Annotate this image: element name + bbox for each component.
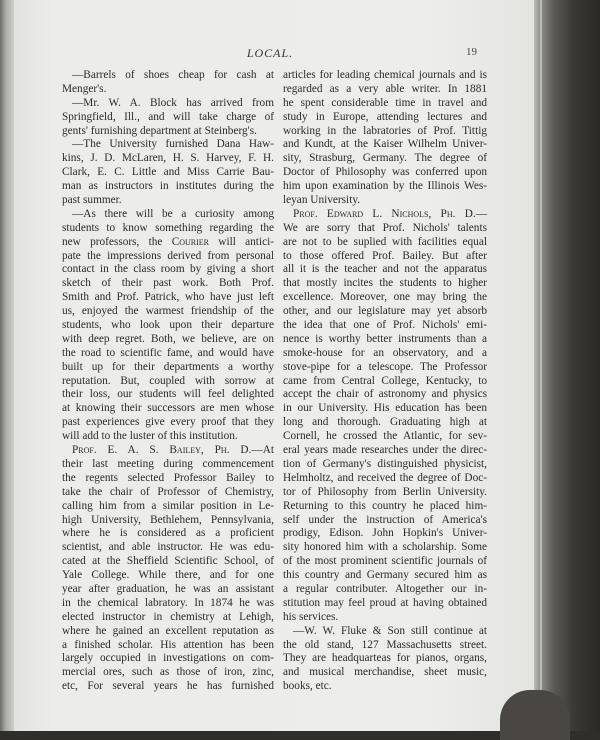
- text-line: —Mr. W. A. Block has arrived from: [72, 96, 274, 109]
- text-line: tion of Germany's distinguished physicist,: [283, 457, 487, 470]
- text-line: a regular contributer. Altogether our in-: [283, 582, 487, 595]
- text-line: sity honored him with a scholarship. Some: [283, 541, 487, 554]
- text-line: Yale College. While there, and for one: [62, 569, 274, 582]
- text-line: and musical merchandise, sheet music,: [283, 666, 487, 679]
- text-line: take the chair of Professor of Chemistry,: [62, 485, 274, 498]
- text-line: him upon examination by the Illinois Wes-: [283, 180, 487, 193]
- text-line: Doctor of Philosophy was conferred upon: [283, 166, 487, 179]
- text-line: kins, J. D. McLaren, H. S. Harvey, F. H.: [62, 152, 274, 165]
- text-line: will add to the luster of this institution.: [62, 430, 238, 443]
- text-line: us, enjoyed the warmest friendship of the: [62, 305, 274, 318]
- text-line: cated at the Sheffield Scientific School, of: [62, 555, 274, 568]
- text-line: elected instructor in chemistry at Lehigh,: [62, 610, 274, 623]
- text-line: stitution may feel proud at having obtained: [283, 596, 487, 609]
- text-segment: will antici-: [209, 235, 274, 248]
- text-line: prodigy, Edison. John Hopkin's Univer-: [283, 527, 487, 540]
- text-line: —Barrels of shoes cheap for cash at: [72, 69, 274, 81]
- text-line: accept the chair of astronomy and physics: [283, 388, 487, 401]
- text-line: etc, For several years he has furnished: [62, 680, 274, 693]
- right-column: [283, 69, 487, 694]
- text-line: other, and our legislature may yet absorb: [283, 305, 487, 318]
- text-line: books, etc.: [283, 680, 332, 693]
- text-line: —W. W. Fluke & Son still continue at: [293, 624, 487, 637]
- text-line: to those offered Prof. Bailey. But after: [283, 249, 487, 262]
- text-line: where he gained an excellent reputation as: [62, 624, 274, 637]
- text-line: reputation. But, coupled with sorrow at: [62, 374, 274, 387]
- text-line: students to know something regarding the: [62, 221, 274, 234]
- text-line: stove-pipe for a telescope. The Professor: [283, 360, 487, 373]
- text-line: year after graduation, he was an assistant: [62, 582, 274, 595]
- text-line: contact in the class room by giving a short: [62, 263, 274, 276]
- text-line: tor of Philosophy from Berlin University.: [283, 485, 487, 498]
- text-line: Menger's.: [62, 82, 107, 95]
- text-line: the road to scientific fame, and would have: [62, 346, 274, 359]
- text-line: in the chemical labratory. In 1874 he was: [62, 596, 274, 609]
- text-line: [62, 236, 274, 250]
- text-line: study in Europe, attending lectures and: [283, 110, 487, 123]
- small-caps-heading: Prof. Edward L. Nichols, Ph. D.: [293, 207, 476, 220]
- page-number: 19: [466, 46, 477, 58]
- text-segment: —At: [251, 444, 274, 457]
- text-line: They are headquarteas for pianos, organs,: [283, 652, 487, 665]
- small-caps-heading: Prof. E. A. S. Bailey, Ph. D.: [72, 444, 252, 457]
- text-line: a finished scholar. His attention has been: [62, 638, 274, 651]
- text-line: excellence. Moreover, one may bring the: [283, 291, 487, 304]
- text-line: past summer.: [62, 194, 122, 207]
- paragraph: [62, 97, 274, 139]
- text-line: Springfield, Ill., and will take charge of: [62, 110, 274, 123]
- text-line: articles for leading chemical journals and is: [283, 69, 487, 81]
- text-line: that mostly incites the students to higher: [283, 277, 487, 290]
- book-page-edges: [534, 0, 600, 731]
- small-caps-heading: Courier: [171, 235, 210, 248]
- paragraph: [62, 69, 274, 97]
- text-line: sity, Strasburg, Germany. The degree of: [283, 152, 487, 165]
- text-line: their last meeting during commencement: [62, 457, 274, 470]
- text-line: smoke-house for an observatory, and a: [283, 346, 487, 359]
- text-line: calling him from a similar position in Le-: [62, 499, 274, 512]
- text-line: the old stand, 127 Massachusetts street.: [283, 638, 487, 651]
- text-line: with deep regret. Both, we believe, are on: [62, 332, 274, 345]
- text-line: —As there will be a curiosity among: [72, 207, 274, 220]
- text-line: —The University furnished Dana Haw-: [72, 138, 274, 151]
- text-line: where he is considered as a proficient: [62, 527, 274, 540]
- paragraph: [62, 444, 274, 694]
- text-line: self under the instruction of America's: [283, 513, 487, 526]
- paragraph: [62, 138, 274, 207]
- text-line: largely occupied in investigations on com-: [62, 652, 274, 665]
- text-line: working in the labratories of Prof. Tittig: [283, 124, 487, 137]
- text-line: of the most prominent scientific journals of: [283, 555, 487, 568]
- text-line: built up for their departments a worthy: [62, 360, 274, 373]
- text-line: long and thorough. Graduating high at: [283, 416, 487, 429]
- text-line: [283, 208, 487, 222]
- text-line: came from Central College, Kentucky, to: [283, 374, 487, 387]
- text-line: eral years made researches under the direc-: [283, 444, 487, 457]
- text-line: in our University. His education has been: [283, 402, 487, 415]
- text-line: high University, Bethlehem, Pennsylvania,: [62, 513, 274, 526]
- paragraph: [283, 208, 487, 625]
- text-line: Clark, E. C. Little and Miss Carrie Bau-: [62, 166, 274, 179]
- book-gutter: [0, 0, 14, 731]
- text-line: the idea that one of Prof. Nichols' emi-: [283, 319, 487, 332]
- left-column: [62, 69, 274, 694]
- text-line: their loss, our students will feel delighted: [62, 388, 274, 401]
- text-segment: new professors, the: [62, 235, 172, 248]
- text-line: all it is the teacher and not the apparatus: [283, 263, 487, 276]
- text-line: Cornell, he crossed the Atlantic, for sev-: [283, 430, 487, 443]
- paragraph: [283, 69, 487, 208]
- text-line: this country and Germany secured him as: [283, 569, 487, 582]
- text-line: scientist, and able instructor. He was edu-: [62, 541, 274, 554]
- text-line: sketch of their past work. Both Prof.: [62, 277, 274, 290]
- paragraph: [62, 208, 274, 444]
- text-line: man as instructors in institutes during the: [62, 180, 274, 193]
- thumb: [500, 690, 570, 740]
- text-line: We are sorry that Prof. Nichols' talents: [283, 221, 487, 234]
- text-line: regarded as a very able writer. In 1881: [283, 82, 487, 95]
- text-line: Returning to this country he placed him-: [283, 499, 487, 512]
- text-line: are not to be suplied with facilities equal: [283, 235, 487, 248]
- text-line: pate the impressions derived from personal: [62, 249, 274, 262]
- text-line: students, who look upon their departure: [62, 319, 274, 332]
- text-line: the regents selected Professor Bailey to: [62, 471, 274, 484]
- text-line: nence is worthy better instruments than a: [283, 332, 487, 345]
- text-line: Helmholtz, and received the degree of Doc-: [283, 471, 487, 484]
- text-line: at knowing their successors are men whose: [62, 402, 274, 415]
- paragraph: [283, 625, 487, 694]
- text-segment: —: [475, 207, 487, 220]
- text-line: mercial ores, such as those of iron, zinc,: [62, 666, 274, 679]
- text-line: [62, 444, 274, 458]
- text-line: he spent considerable time in travel and: [283, 96, 487, 109]
- text-line: and Kundt, at the Kaiser Wilhelm Univer-: [283, 138, 487, 151]
- text-line: past experiences give every proof that they: [62, 416, 274, 429]
- text-line: leyan University.: [283, 194, 361, 207]
- text-line: his services.: [283, 610, 339, 623]
- text-line: Smith and Prof. Patrick, who have just left: [62, 291, 274, 304]
- running-header: LOCAL.: [246, 46, 294, 60]
- text-line: gents' furnishing department at Steinberg's.: [62, 124, 257, 137]
